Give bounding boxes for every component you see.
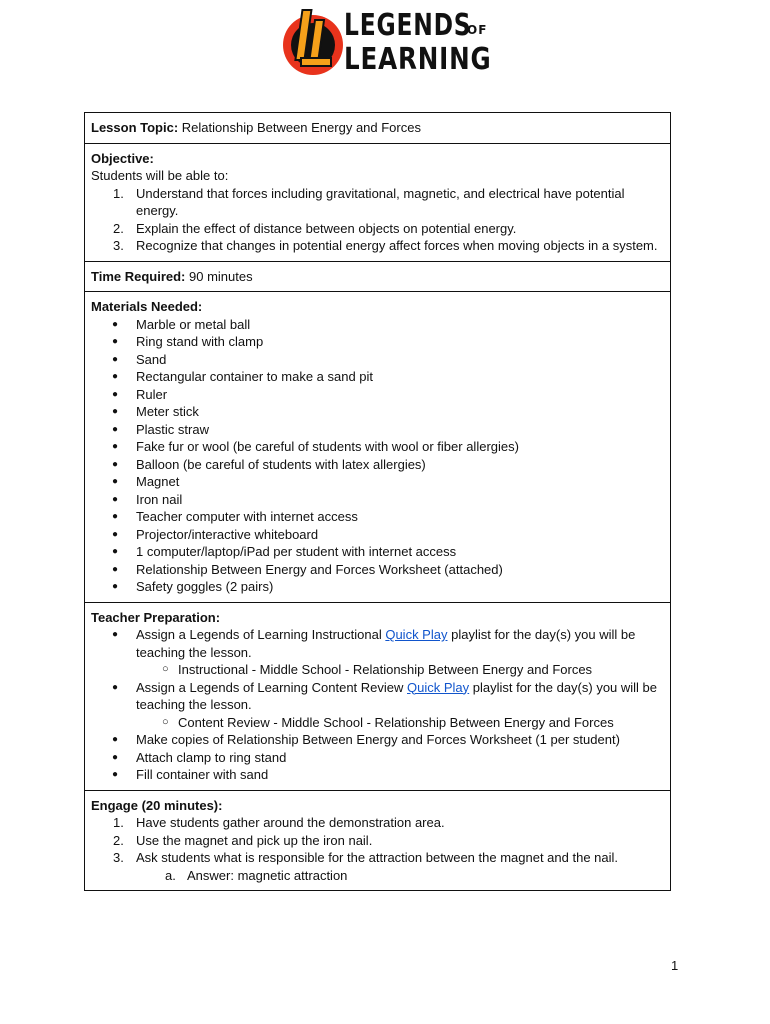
- materials-row: [85, 291, 670, 602]
- logo-word-legends: LEGENDS: [344, 8, 472, 43]
- list-item: ● Rectangular container to make a sand pit: [91, 368, 664, 386]
- lesson-topic-label: Lesson Topic:: [91, 120, 179, 135]
- materials-list: [91, 316, 664, 596]
- time-required-value: 90 minutes: [189, 268, 253, 284]
- teacher-prep-label: Teacher Preparation:: [91, 609, 221, 625]
- objective-label: Objective:: [91, 150, 154, 166]
- lesson-topic-value: Relationship Between Energy and Forces: [181, 120, 421, 135]
- list-item: ○ Content Review - Middle School - Relationship Between Energy and Forces: [91, 714, 664, 732]
- list-item: 3. Ask students what is responsible for the attraction between the magnet and the nail.: [113, 850, 619, 865]
- list-item: ● Fill container with sand: [91, 766, 664, 784]
- engage-row: [85, 790, 670, 891]
- list-item: ● Meter stick: [91, 403, 664, 421]
- list-item: ● Assign a Legends of Learning Instructional Quick Play playlist for the day(s) you will be teaching the lesson. ○ Instructional - Middle School - Relationship Between Energy and Forces: [91, 626, 664, 679]
- logo-word-learning: LEARNING: [344, 42, 492, 77]
- quick-play-link[interactable]: Quick Play: [385, 627, 448, 642]
- teacher-prep-row: [85, 602, 670, 790]
- list-item: ● Ruler: [91, 386, 664, 404]
- list-item: ○ Instructional - Middle School - Relationship Between Energy and Forces: [91, 661, 664, 679]
- list-item: ● Attach clamp to ring stand: [91, 749, 664, 767]
- objective-row: [85, 143, 670, 261]
- list-item: ● Fake fur or wool (be careful of students with wool or fiber allergies): [91, 438, 664, 456]
- list-item: ● Marble or metal ball: [91, 316, 664, 334]
- list-item: 3. Recognize that changes in potential energy affect forces when moving objects in a system.: [113, 238, 658, 253]
- time-required-label: Time Required:: [91, 268, 186, 284]
- list-item: ● Projector/interactive whiteboard: [91, 526, 664, 544]
- logo-word-of: OF: [467, 23, 488, 37]
- list-item: ● Teacher computer with internet access: [91, 508, 664, 526]
- list-item: a. Answer: magnetic attraction: [165, 867, 348, 883]
- list-item: ● Magnet: [91, 473, 664, 491]
- list-item: ● Sand: [91, 351, 664, 369]
- materials-label: Materials Needed:: [91, 299, 203, 314]
- list-item: ● Ring stand with clamp: [91, 333, 664, 351]
- list-item: ● Relationship Between Energy and Forces Worksheet (attached): [91, 561, 664, 579]
- list-item: 1. Understand that forces including gravitational, magnetic, and electrical have potential energy.: [113, 185, 625, 218]
- lesson-topic-row: [85, 113, 670, 143]
- list-item: 2. Use the magnet and pick up the iron nail.: [113, 832, 373, 848]
- list-item: ● Safety goggles (2 pairs): [91, 578, 664, 596]
- logo-emblem-icon: [281, 6, 345, 82]
- list-item: 2. Explain the effect of distance between objects on potential energy.: [113, 220, 517, 236]
- lesson-plan-table: [84, 112, 671, 891]
- legends-of-learning-logo: [281, 6, 491, 82]
- list-item: 1. Have students gather around the demonstration area.: [113, 815, 445, 830]
- list-item: ● Make copies of Relationship Between Energy and Forces Worksheet (1 per student): [91, 731, 664, 749]
- page-number: 1: [671, 958, 679, 973]
- list-item: ● Assign a Legends of Learning Content Review Quick Play playlist for the day(s) you will be teaching the lesson. ○ Content Review - Middle School - Relationship Between Energy and Forces: [91, 679, 664, 732]
- objective-intro: Students will be able to:: [91, 168, 229, 183]
- time-required-row: [85, 261, 670, 292]
- list-item: ● Balloon (be careful of students with latex allergies): [91, 456, 664, 474]
- engage-list: [91, 814, 664, 867]
- list-item: ● 1 computer/laptop/iPad per student with internet access: [91, 543, 664, 561]
- objective-list: [91, 185, 664, 255]
- quick-play-link[interactable]: Quick Play: [407, 679, 470, 695]
- engage-sub-list: [91, 867, 664, 885]
- list-item: ● Iron nail: [91, 491, 664, 509]
- engage-label: Engage (20 minutes):: [91, 797, 223, 813]
- list-item: ● Plastic straw: [91, 421, 664, 439]
- teacher-prep-list: [91, 626, 664, 784]
